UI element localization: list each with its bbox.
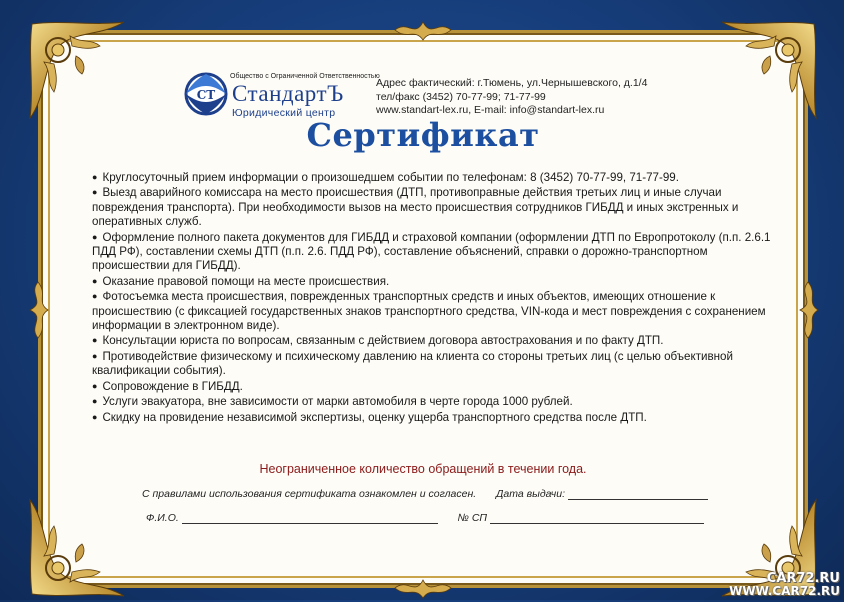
certificate-title: Сертификат (306, 116, 540, 154)
list-item: ● Круглосуточный прием информации о произошедшем событии по телефонам: 8 (3452) 70-77-99, 71-77-99. (92, 170, 772, 185)
ornament-corner-icon (24, 492, 134, 602)
list-item: ● Сопровождение в ГИБДД. (92, 379, 772, 394)
ornament-right-icon (796, 280, 820, 340)
list-item: ● Фотосъемка места происшествия, поврежденных транспортных средств и иных объектов, имеющих отношение к происшествию (с фиксацией государственных знаков транспортного средства, VIN-кода и мест повреждения с сохранением информации в электронном виде). (92, 289, 772, 333)
issue-date-label: Дата выдачи: (496, 488, 565, 500)
cert-number-label: № СП (457, 512, 488, 524)
issue-date-field[interactable] (568, 488, 708, 500)
cert-number-field[interactable] (490, 512, 704, 524)
fio-label: Ф.И.О. (146, 512, 179, 524)
certificate (38, 30, 808, 588)
list-item: ● Противодействие физическому и психическому давлению на клиента со стороны третьих лиц (с целью объективной квалификации события). (92, 349, 772, 379)
list-item: ● Скидку на провидение независимой экспертизы, оценку ущерба транспортного средства после ДТП. (92, 410, 772, 425)
list-item: ● Оказание правовой помощи на месте происшествия. (92, 274, 772, 289)
ornament-bottom-icon (393, 576, 453, 600)
logo-emblem-icon (184, 72, 228, 116)
company-logo (184, 72, 380, 122)
company-subtitle: Юридический центр (232, 107, 336, 119)
fio-field[interactable] (182, 512, 438, 524)
list-item: ● Выезд аварийного комиссара на место происшествия (ДТП, противоправные действия третьих лиц и иные случаи повреждения транспорта). При необходимости вызов на место происшествия сотрудников ГИБДД и иных экстренных и оперативных служб. (92, 185, 772, 229)
contact-web: www.standart-lex.ru, E-mail: info@standart-lex.ru (376, 104, 605, 116)
list-item: ● Оформление полного пакета документов для ГИБДД и страховой компании (оформлении ДТП по Европротоколу (п.п. 2.6.1 ПДД РФ), составлении схемы ДТП (п.п. 2.6. ПДД РФ), составление объяснений, справки о дорожно-транспортном происшествии для ГИБДД). (92, 230, 772, 274)
ornament-left-icon (26, 280, 50, 340)
contact-block (376, 77, 647, 118)
watermark-line-1: CAR72.RU (766, 571, 840, 586)
list-item: ● Услуги эвакуатора, вне зависимости от марки автомобиля в черте города 1000 рублей. (92, 394, 772, 409)
unlimited-notice: Неограниченное количество обращений в течении года. (259, 462, 587, 476)
company-name: СтандартЪ (232, 81, 344, 106)
agreement-text: С правилами использования сертификата ознакомлен и согласен. (142, 488, 477, 500)
contact-address: Адрес фактический: г.Тюмень, ул.Чернышевского, д.1/4 (376, 77, 648, 89)
list-item: ● Консультации юриста по вопросам, связанным с действием договора автострахования и по факту ДТП. (92, 333, 772, 348)
company-legal-form: Общество с Ограниченной Ответственностью (230, 73, 380, 80)
services-list (92, 170, 772, 425)
agreement-line (142, 488, 708, 500)
logo-initials: СТ (196, 88, 216, 102)
ornament-corner-icon (24, 16, 134, 126)
signature-line (146, 512, 704, 524)
watermark (729, 572, 840, 598)
contact-phone: тел/факс (3452) 70-77-99; 71-77-99 (376, 90, 546, 103)
watermark-line-2: WWW.CAR72.RU (729, 584, 840, 598)
ornament-top-icon (393, 18, 453, 42)
ornament-corner-icon (712, 16, 822, 126)
